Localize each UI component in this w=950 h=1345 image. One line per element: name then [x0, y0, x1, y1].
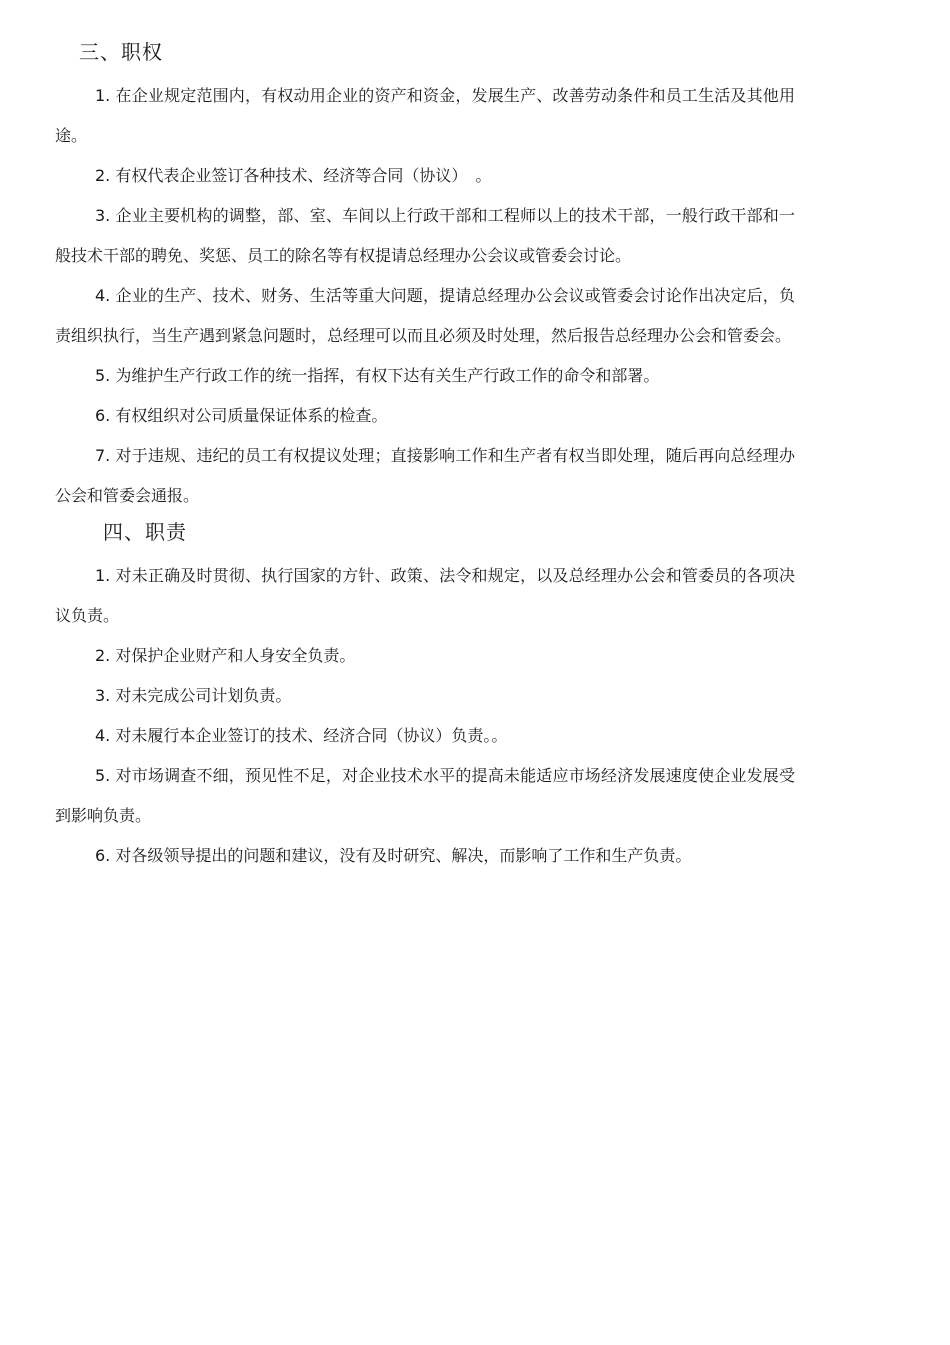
authority-item-4: 4. 企业的生产、技术、财务、生活等重大问题，提请总经理办公会议或管委会讨论作出决定后，负责组织执行，当生产遇到紧急问题时，总经理可以而且必须及时处理，然后报告总经理办公会和管委会。 — [55, 286, 795, 345]
authority-item-7: 7. 对于违规、违纪的员工有权提议处理；直接影响工作和生产者有权当即处理，随后再向总经理办公会和管委会通报。 — [55, 446, 795, 505]
document-body — [55, 38, 795, 876]
authority-item-3: 3. 企业主要机构的调整，部、室、车间以上行政干部和工程师以上的技术干部，一般行政干部和一般技术干部的聘免、奖惩、员工的除名等有权提请总经理办公会议或管委会讨论。 — [55, 206, 795, 265]
authority-item-6: 6. 有权组织对公司质量保证体系的检查。 — [95, 406, 388, 425]
authority-item-1: 1. 在企业规定范围内，有权动用企业的资产和资金，发展生产、改善劳动条件和员工生活及其他用途。 — [55, 86, 795, 145]
authority-item-2: 2. 有权代表企业签订各种技术、经济等合同（协议） 。 — [95, 166, 492, 185]
responsibility-item-6: 6. 对各级领导提出的问题和建议，没有及时研究、解决，而影响了工作和生产负责。 — [95, 846, 692, 865]
responsibility-item-5: 5. 对市场调查不细，预见性不足，对企业技术水平的提高未能适应市场经济发展速度使企业发展受到影响负责。 — [55, 766, 795, 825]
responsibility-item-2: 2. 对保护企业财产和人身安全负责。 — [95, 646, 356, 665]
responsibility-item-1: 1. 对未正确及时贯彻、执行国家的方针、政策、法令和规定，以及总经理办公会和管委员的各项决议负责。 — [55, 566, 795, 625]
responsibility-item-3: 3. 对未完成公司计划负责。 — [95, 686, 292, 705]
section-heading-authority: 三、职权 — [79, 40, 163, 64]
authority-item-5: 5. 为维护生产行政工作的统一指挥，有权下达有关生产行政工作的命令和部署。 — [95, 366, 660, 385]
responsibility-item-4: 4. 对未履行本企业签订的技术、经济合同（协议）负责。。 — [95, 726, 508, 745]
section-heading-responsibility: 四、职责 — [103, 520, 187, 544]
